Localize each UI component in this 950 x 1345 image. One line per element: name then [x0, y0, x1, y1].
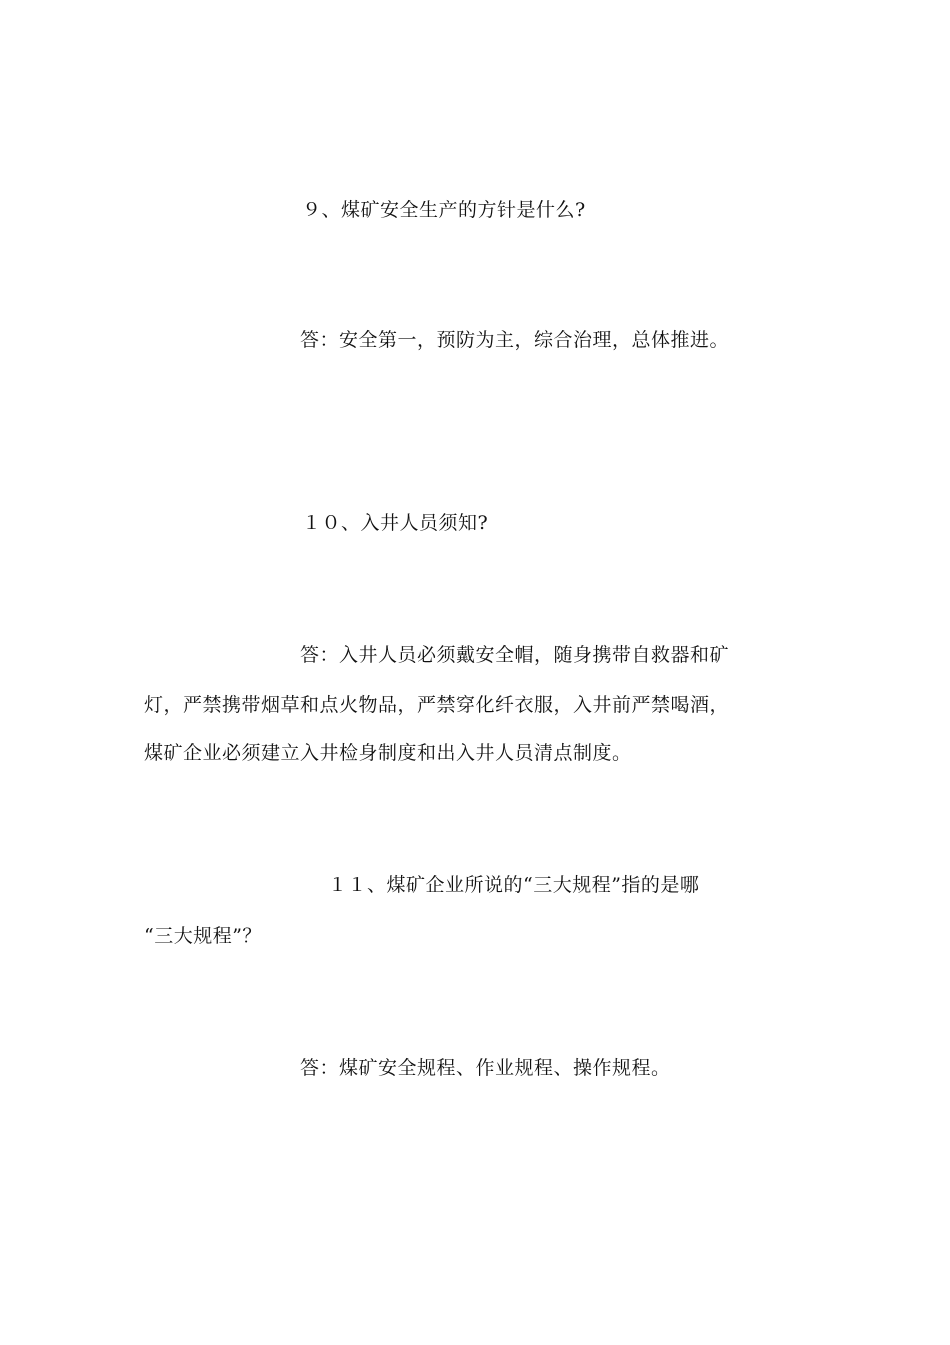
- question-11-line-2: “三大规程”？: [144, 925, 262, 947]
- question-9: ９、煤矿安全生产的方针是什么?: [302, 199, 586, 221]
- question-11-line-1: １１、煤矿企业所说的“三大规程”指的是哪: [328, 874, 700, 896]
- answer-10-line-1: 答：入井人员必须戴安全帽，随身携带自救器和矿: [300, 644, 730, 666]
- question-10: １０、入井人员须知?: [302, 512, 489, 534]
- answer-10-line-2: 灯，严禁携带烟草和点火物品，严禁穿化纤衣服，入井前严禁喝酒，: [144, 694, 730, 716]
- answer-10-line-3: 煤矿企业必须建立入井检身制度和出入井人员清点制度。: [144, 742, 632, 764]
- answer-11: 答：煤矿安全规程、作业规程、操作规程。: [300, 1057, 671, 1079]
- answer-9: 答：安全第一，预防为主，综合治理，总体推进。: [300, 329, 730, 351]
